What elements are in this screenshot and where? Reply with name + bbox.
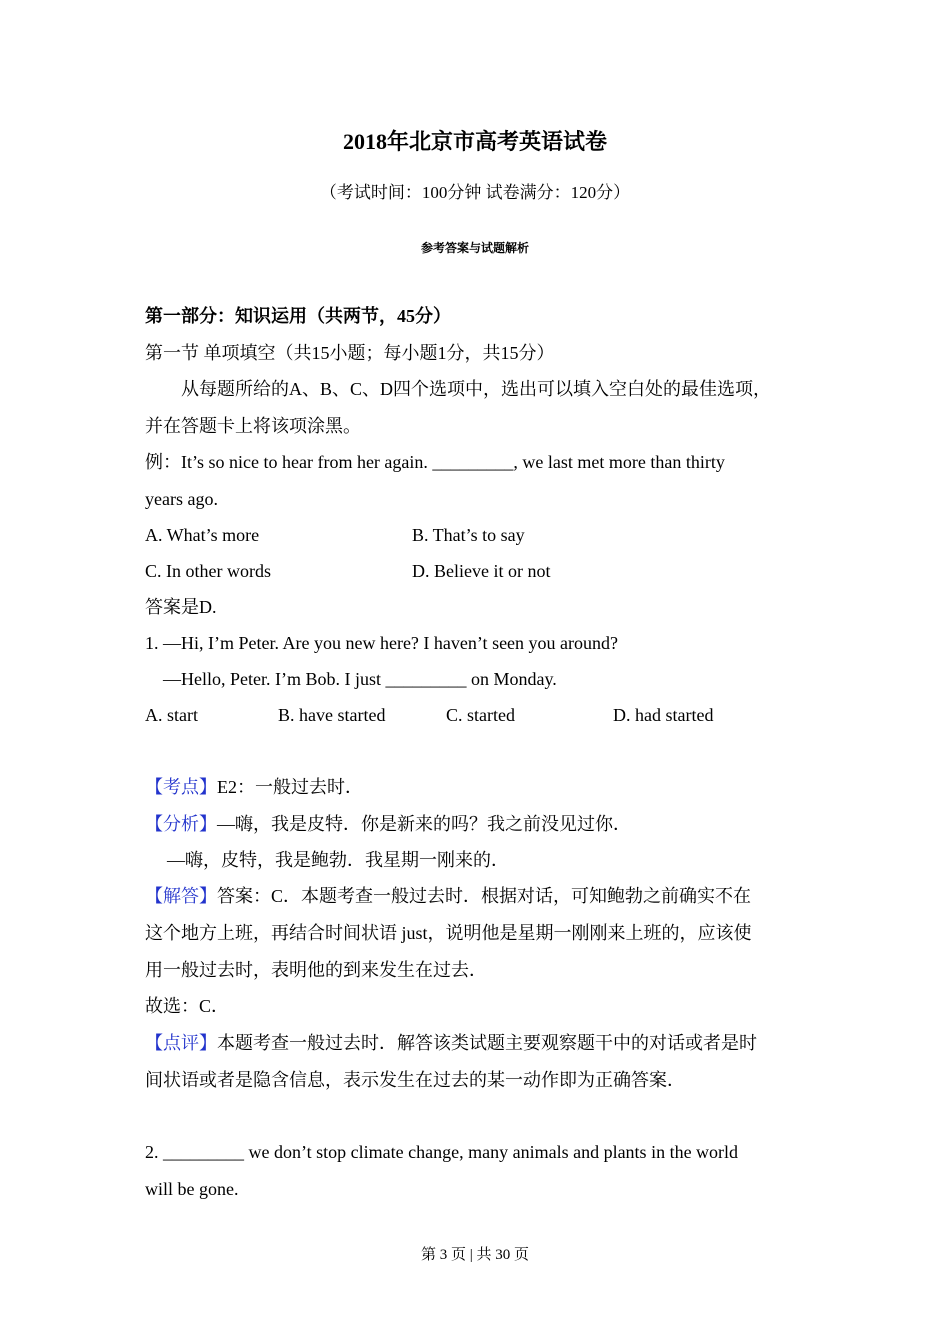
- example-option-a: A. What’s more: [145, 525, 260, 545]
- fenxi-text: —嗨，我是皮特．你是新来的吗？我之前没见过你．: [217, 814, 631, 834]
- jieda-label: 【解答】: [145, 886, 217, 906]
- q2-stem-line-1: 2. _________ we don’t stop climate change, many animals and plants in the world: [145, 1142, 739, 1162]
- q1-option-b: B. have started: [278, 705, 386, 725]
- kaodian-label: 【考点】: [145, 777, 217, 797]
- page-title: 2018年北京市高考英语试卷: [342, 129, 607, 154]
- example-answer: 答案是D.: [145, 597, 217, 617]
- example-stem-line-2: years ago.: [145, 489, 218, 509]
- q1-option-d: D. had started: [613, 705, 714, 725]
- q1-option-c: C. started: [446, 705, 515, 725]
- dianping-text-1: 本题考查一般过去时．解答该类试题主要观察题干中的对话或者是时: [217, 1033, 757, 1053]
- reference-heading: 参考答案与试题解析: [420, 241, 529, 255]
- q1-kaodian: [145, 775, 363, 799]
- q1-fenxi-line-2: —嗨，皮特，我是鲍勃．我星期一刚来的．: [167, 850, 509, 870]
- q1-final-choice: 故选：C．: [145, 996, 230, 1016]
- section1-heading: 第一节 单项填空（共15小题；每小题1分，共15分）: [145, 343, 555, 363]
- example-option-c: C. In other words: [145, 561, 271, 581]
- q1-dianping: [145, 1031, 757, 1055]
- part1-heading: 第一部分：知识运用（共两节，45分）: [145, 306, 451, 326]
- q1-dianping-line-2: 间状语或者是隐含信息，表示发生在过去的某一动作即为正确答案．: [145, 1070, 685, 1090]
- example-stem-line-1: 例：It’s so nice to hear from her again. _________, we last met more than thirty: [145, 452, 725, 472]
- instruction-line-2: 并在答题卡上将该项涂黑。: [145, 416, 361, 436]
- q1-stem-line-2: —Hello, Peter. I’m Bob. I just _________ on Monday.: [163, 669, 557, 689]
- q1-option-a: A. start: [145, 705, 198, 725]
- fenxi-label: 【分析】: [145, 814, 217, 834]
- dianping-label: 【点评】: [145, 1033, 217, 1053]
- jieda-text-1: 答案：C．本题考查一般过去时．根据对话，可知鲍勃之前确实不在: [217, 886, 752, 906]
- instruction-line-1: 从每题所给的A、B、C、D四个选项中，选出可以填入空白处的最佳选项，: [181, 379, 772, 399]
- example-option-d: D. Believe it or not: [412, 561, 551, 581]
- q1-stem-line-1: 1. —Hi, I’m Peter. Are you new here? I haven’t seen you around?: [145, 633, 619, 653]
- exam-info: （考试时间：100分钟 试卷满分：120分）: [319, 183, 631, 202]
- q2-stem-line-2: will be gone.: [145, 1179, 239, 1199]
- page-footer: 第 3 页 | 共 30 页: [420, 1247, 529, 1263]
- q1-jieda-line-3: 用一般过去时，表明他的到来发生在过去．: [145, 960, 487, 980]
- q1-jieda: [145, 884, 751, 908]
- q1-fenxi: [145, 812, 631, 836]
- kaodian-text: E2：一般过去时．: [217, 777, 363, 797]
- example-option-b: B. That’s to say: [412, 525, 525, 545]
- q1-jieda-line-2: 这个地方上班，再结合时间状语 just，说明他是星期一刚刚来上班的，应该使: [145, 923, 752, 943]
